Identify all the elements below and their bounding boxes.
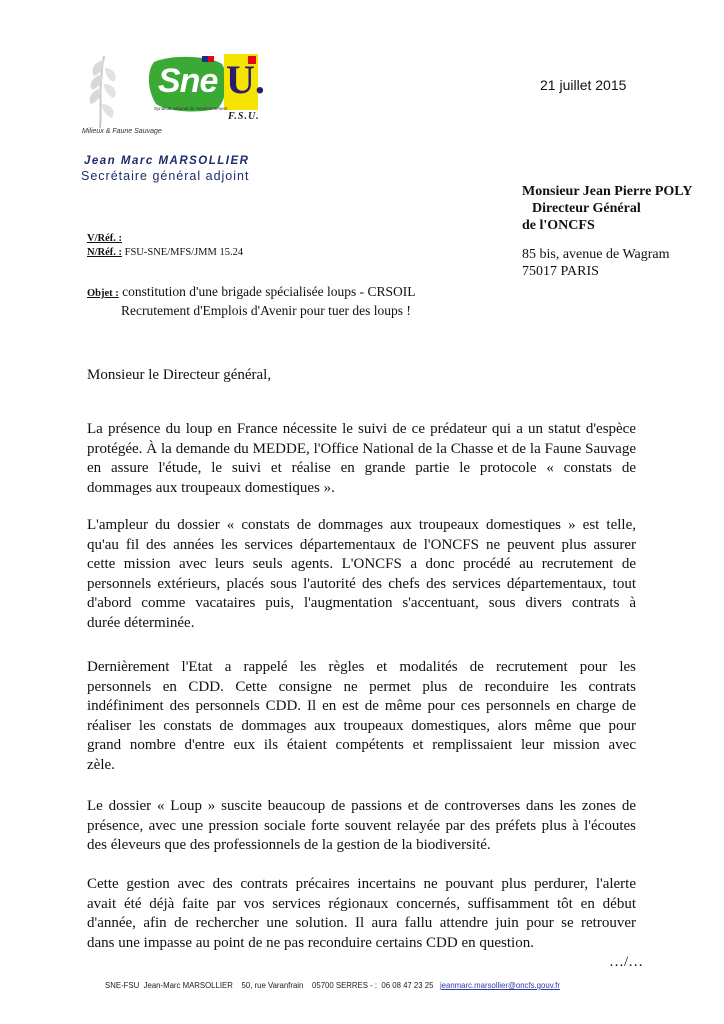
references: [87, 232, 243, 260]
logo-subtitle: Syndicat national de l'environnement: [154, 106, 228, 111]
continued-marker: …/…: [609, 954, 644, 970]
author-name: Jean Marc MARSOLLIER: [84, 155, 250, 167]
vref-label: V/Réf. :: [87, 233, 122, 244]
paragraph-line: dans une impasse au point de ne pas reconduire certains CDD en question.: [87, 934, 534, 951]
paragraph: [87, 516, 636, 633]
paragraph-line: zèle.: [87, 756, 115, 773]
paragraph-line: cette mission avec leurs seuls agents. L'ONCFS a donc procédé au recrutement de: [87, 556, 636, 572]
footer-phone-prefix: - :: [370, 981, 378, 990]
paragraph-line: Le dossier « Loup » suscite beaucoup de passions et de controverses dans les zones de: [87, 798, 636, 814]
paragraph-line: avait été déjà faite par vos services régionaux concernés, suffisamment tôt en début: [87, 895, 636, 912]
page-footer: [105, 981, 560, 990]
paragraph-line: des éleveurs que des professionnels de la gestion de la biodiversité.: [87, 837, 491, 853]
paragraph-line: personnels en CDD. Cette consigne ne permet plus de reconduire les contrats: [87, 678, 636, 695]
paragraph-line: dommages aux troupeaux domestiques ».: [87, 479, 335, 496]
footer-org: SNE-FSU: [105, 981, 140, 990]
paragraph: [87, 658, 636, 775]
salutation: Monsieur le Directeur général,: [87, 367, 272, 383]
footer-phone: 06 08 47 23 25: [381, 981, 434, 990]
subject-block: [87, 283, 416, 319]
paragraph: [87, 420, 636, 498]
paragraph-line: durée déterminée.: [87, 614, 195, 631]
subject-label: Objet :: [87, 288, 119, 299]
union-logo: [80, 48, 265, 140]
recipient-street: 85 bis, avenue de Wagram: [522, 247, 670, 262]
subject-line-2: Recrutement d'Emplois d'Avenir pour tuer des loups !: [121, 303, 411, 318]
recipient-title: Directeur Général: [532, 201, 641, 216]
paragraph-line: indéfiniment des personnels CDD. Il en est de même pour ces personnels en charge de: [87, 698, 636, 714]
logo-sne-text: Sne: [158, 62, 218, 100]
paragraph-line: grand nombre d'entre eux ils étaient compétents et remplissaient leur mission avec: [87, 737, 636, 753]
paragraph-line: qu'au fil des années les services départementaux de l'ONCFS ne peuvent plus assurer: [87, 536, 636, 553]
nref-value: FSU-SNE/MFS/JMM 15.24: [124, 247, 244, 258]
paragraph-line: L'ampleur du dossier « constats de dommages aux troupeaux domestiques » est telle,: [87, 517, 636, 533]
recipient-city: 75017 PARIS: [522, 264, 599, 279]
paragraph-line: présence, avec une pression sociale forte souvent relayée par des préfets plus à l'écoutes: [87, 817, 636, 834]
logo-u-text: U.: [226, 57, 265, 102]
recipient-org: de l'ONCFS: [522, 218, 595, 233]
paragraph-line: protégée. À la demande du MEDDE, l'Office National de la Chasse et de la Faune Sauvage: [87, 440, 636, 457]
paragraph-line: d'année, afin de rechercher une solution. Il aura fallu attendre juin pour se retrouver: [87, 915, 636, 931]
nref-line: [87, 246, 243, 260]
subject-text: constitution d'une brigade spécialisée loups - CRSOIL: [122, 284, 416, 299]
logo-fsu-text: F.S.U.: [228, 111, 260, 122]
nref-label: N/Réf. :: [87, 247, 122, 258]
paragraph-line: d'abord comme vacataires puis, l'augmentation s'accentuant, sous divers contrats à: [87, 595, 636, 611]
paragraph-line: Cette gestion avec des contrats précaires incertains ne pouvant plus perdurer, l'alerte: [87, 876, 636, 892]
logo-caption: Milieux & Faune Sauvage: [82, 128, 162, 135]
paragraph-line: en assure l'étude, le suivi et réalise en grande partie le protocole « constats de: [87, 460, 636, 476]
recipient-block: [522, 183, 692, 280]
paragraph: [87, 797, 636, 856]
paragraph-line: personnels extérieurs, placés sous l'autorité des chefs des services départementaux, tout: [87, 575, 636, 592]
footer-email-link[interactable]: jeanmarc.marsollier@oncfs.gouv.fr: [439, 981, 560, 990]
footer-name: Jean-Marc MARSOLLIER: [143, 981, 233, 990]
paragraph-line: Dernièrement l'Etat a rappelé les règles et modalités de recrutement pour les: [87, 659, 636, 675]
footer-street: 50, rue Varanfrain: [241, 981, 304, 990]
letter-date: 21 juillet 2015: [540, 77, 627, 93]
paragraph-line: La présence du loup en France nécessite le suivi de ce prédateur qui a un statut d'espèce: [87, 421, 636, 437]
paragraph: [87, 875, 636, 953]
vref-line: [87, 232, 243, 246]
paragraph-line: réaliser les constats de dommages aux troupeaux domestiques, alors même que pour: [87, 717, 636, 734]
recipient-name: Monsieur Jean Pierre POLY: [522, 184, 693, 199]
author-role: Secrétaire général adjoint: [81, 169, 250, 183]
subject-line-1: [87, 283, 416, 302]
footer-city: 05700 SERRES: [312, 981, 368, 990]
